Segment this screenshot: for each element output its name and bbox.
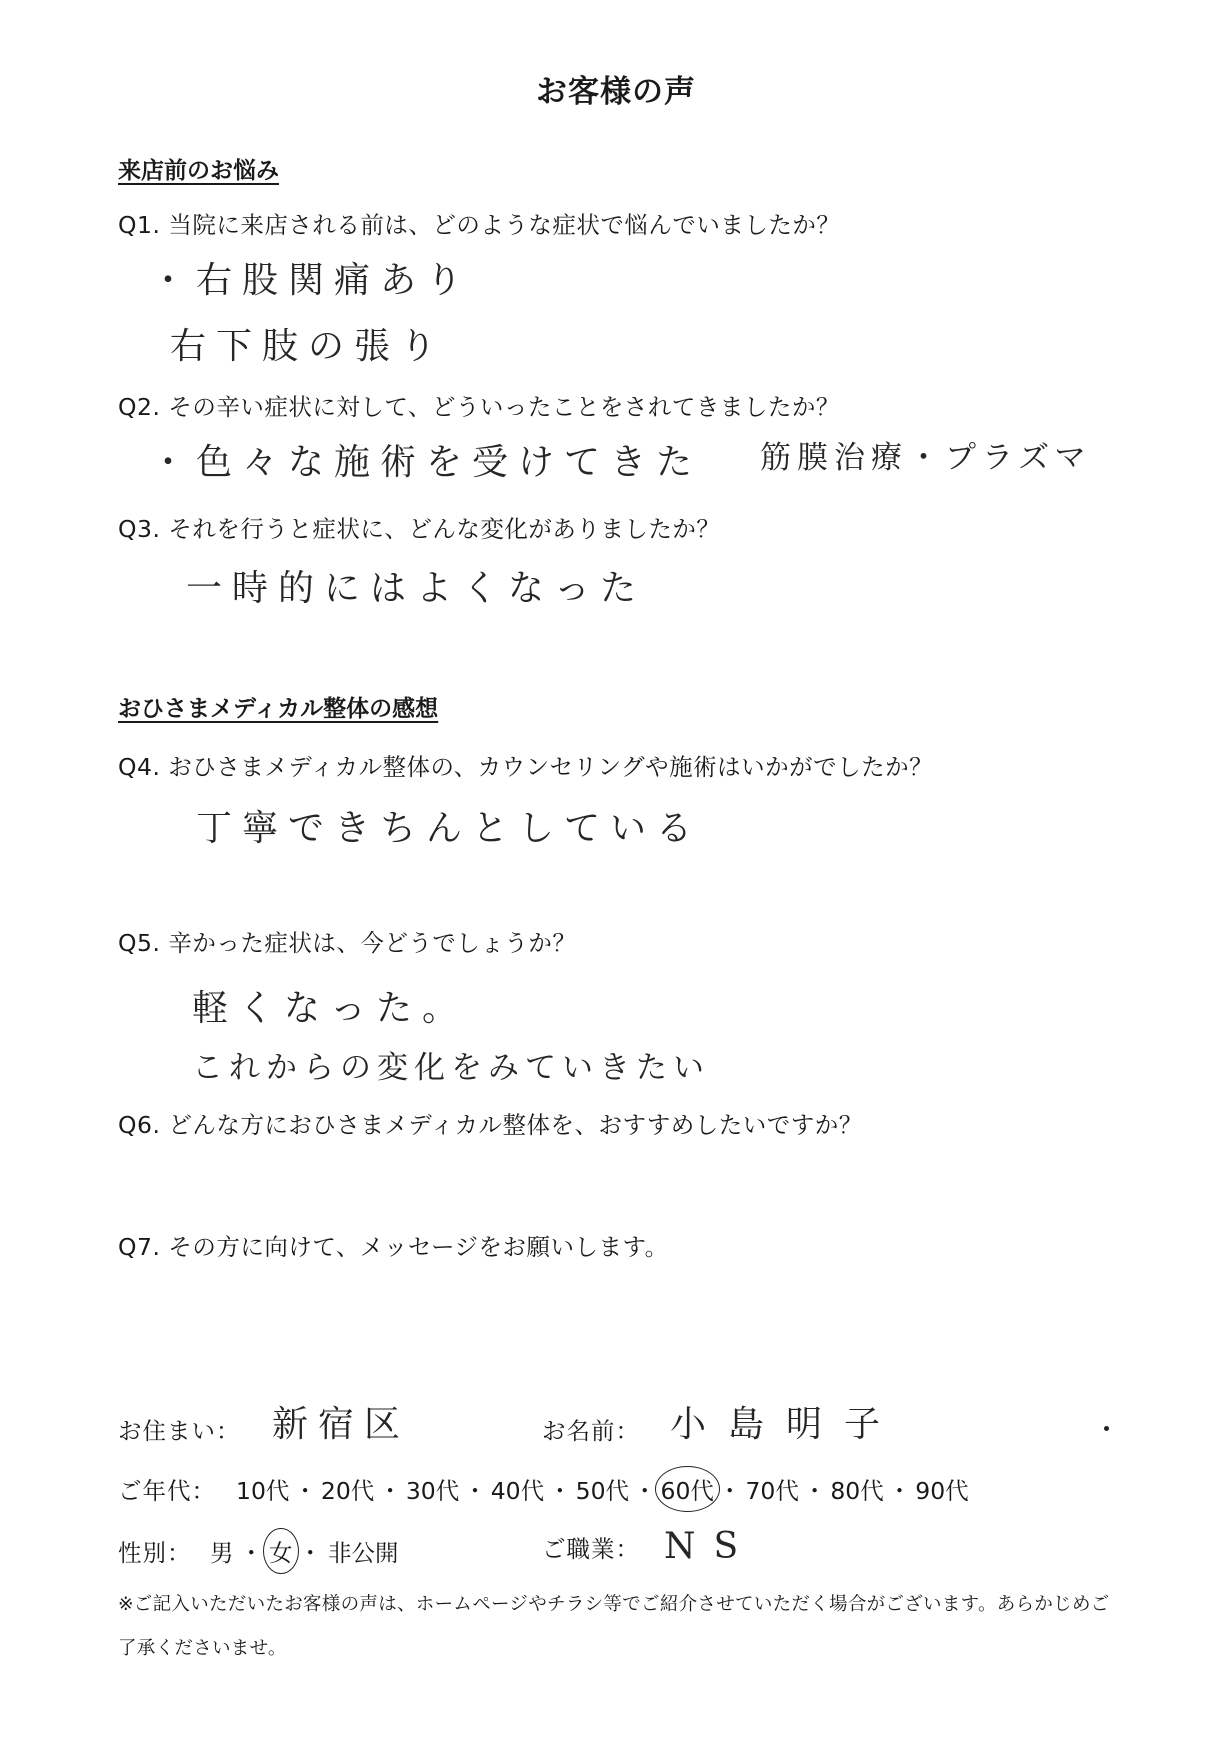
answer-4: 丁寧できちんとしている (196, 808, 703, 849)
age-separator: ・ (378, 1477, 402, 1505)
age-separator: ・ (887, 1477, 912, 1505)
age-option: 20代 (320, 1477, 375, 1505)
answer-5-line-1: 軽くなった。 (192, 988, 469, 1029)
gender-separator: ・ (239, 1539, 263, 1567)
answer-3: 一時的にはよくなった (186, 568, 647, 609)
question-5: Q5. 辛かった症状は、今どうでしょうか？ (118, 929, 577, 957)
gender-label: 性別： (118, 1539, 192, 1567)
question-3: Q3. それを行うと症状に、どんな変化がありましたか？ (118, 515, 721, 543)
age-options (236, 1472, 969, 1506)
section-heading-impression: おひさまメディカル整体の感想 (118, 696, 439, 722)
job-label: ご職業： (542, 1535, 640, 1563)
age-separator: ・ (717, 1477, 742, 1505)
answer-2-line-2: 筋膜治療・プラズマ (760, 440, 1092, 476)
name-label: お名前： (542, 1417, 640, 1445)
job-value: NS (664, 1526, 757, 1567)
answer-5-line-2: これからの変化をみていきたい (192, 1050, 710, 1086)
question-7: Q7. その方に向けて、メッセージをお願いします。 (118, 1233, 669, 1261)
age-separator: ・ (293, 1477, 317, 1505)
age-option: 70代 (745, 1477, 799, 1505)
age-option: 30代 (405, 1477, 460, 1505)
age-option: 80代 (830, 1477, 884, 1505)
age-option: 10代 (236, 1477, 290, 1505)
age-separator: ・ (548, 1477, 572, 1505)
age-separator: ・ (463, 1477, 487, 1505)
residence-value: 新宿区 (272, 1404, 411, 1445)
section-heading-before-visit: 来店前のお悩み (118, 158, 279, 184)
age-option: 90代 (915, 1477, 969, 1505)
name-value: 小島明子 (670, 1404, 903, 1445)
question-6: Q6. どんな方におひさまメディカル整体を、おすすめしたいですか？ (118, 1111, 863, 1139)
question-2: Q2. その辛い症状に対して、どういったことをされてきましたか？ (118, 393, 840, 421)
age-label: ご年代： (118, 1477, 216, 1505)
gender-option: 非公開 (328, 1539, 399, 1567)
age-separator: ・ (633, 1477, 657, 1505)
stray-mark (1104, 1426, 1109, 1431)
gender-option-selected: 女 (269, 1534, 293, 1568)
footer-note-line-2: 了承くださいませ。 (118, 1638, 287, 1659)
age-option: 50代 (575, 1477, 630, 1505)
gender-option: 男 (210, 1539, 234, 1567)
footer-note-line-1: ※ご記入いただいたお客様の声は、ホームページやチラシ等でご紹介させていただく場合がございます。あらかじめご (118, 1594, 1110, 1615)
age-option: 40代 (490, 1477, 545, 1505)
page-title: お客様の声 (536, 74, 696, 110)
answer-2-line-1: ・色々な施術を受けてきた (150, 442, 703, 483)
age-separator: ・ (802, 1477, 827, 1505)
age-option-selected: 60代 (661, 1472, 714, 1506)
question-1: Q1. 当院に来店される前は、どのような症状で悩んでいましたか？ (118, 211, 841, 239)
residence-label: お住まい： (118, 1417, 241, 1445)
gender-separator: ・ (298, 1539, 322, 1567)
answer-1-line-1: ・右股関痛あり (150, 260, 473, 301)
question-4: Q4. おひさまメディカル整体の、カウンセリングや施術はいかがでしたか？ (118, 753, 934, 781)
answer-1-line-2: 右下肢の張り (170, 326, 447, 367)
gender-options (210, 1534, 399, 1568)
